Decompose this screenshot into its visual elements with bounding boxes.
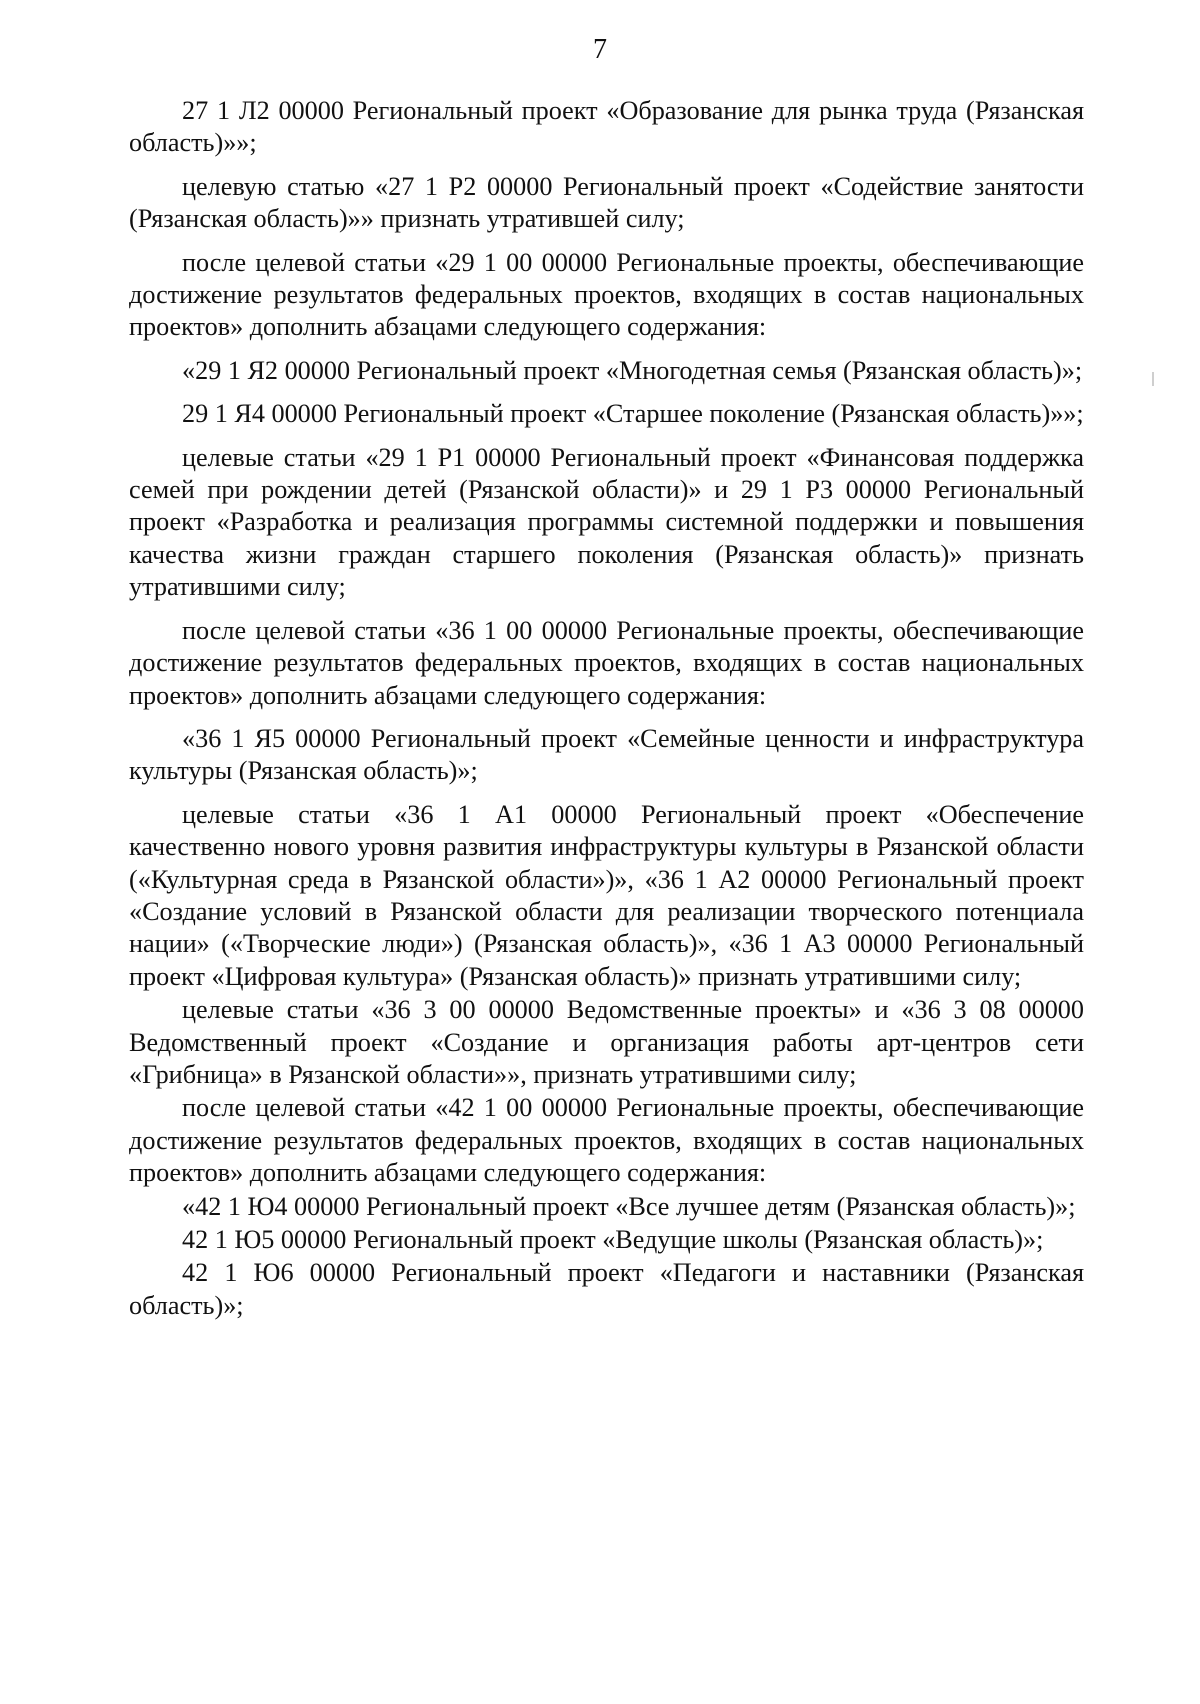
paragraph: после целевой статьи «36 1 00 00000 Региональные проекты, обеспечивающие достижение результатов федеральных проектов, входящих в состав национальных проектов» дополнить абзацами следующего содержания: bbox=[129, 615, 1084, 710]
paragraph: после целевой статьи «29 1 00 00000 Региональные проекты, обеспечивающие достижение результатов федеральных проектов, входящих в состав национальных проектов» дополнить абзацами следующего содержания: bbox=[129, 247, 1084, 342]
paragraph: 27 1 Л2 00000 Региональный проект «Образование для рынка труда (Рязанская область)»»; bbox=[129, 96, 1084, 158]
paragraph: «36 1 Я5 00000 Региональный проект «Семейные ценности и инфраструктура культуры (Рязанская область)»; bbox=[129, 723, 1084, 786]
paragraph: после целевой статьи «42 1 00 00000 Региональные проекты, обеспечивающие достижение результатов федеральных проектов, входящих в состав национальных проектов» дополнить абзацами следующего содержания: bbox=[129, 1093, 1084, 1188]
paragraph: 29 1 Я4 00000 Региональный проект «Старшее поколение (Рязанская область)»»; bbox=[182, 399, 1084, 429]
paragraph: целевые статьи «36 3 00 00000 Ведомственные проекты» и «36 3 08 00000 Ведомственный проект «Создание и организация работы арт-центров сети «Грибница» в Рязанской области»», признать утратившими силу; bbox=[129, 995, 1084, 1089]
paragraph: «29 1 Я2 00000 Региональный проект «Многодетная семья (Рязанская область)»; bbox=[182, 355, 1083, 385]
paragraph: целевые статьи «29 1 Р1 00000 Региональный проект «Финансовая поддержка семей при рождении детей (Рязанской области)» и 29 1 Р3 00000 Региональный проект «Разработка и реализация программы системной поддержки и повышения качества жизни граждан старшего поколения (Рязанская область)» признать утратившими силу; bbox=[129, 442, 1084, 602]
paragraph: целевую статью «27 1 Р2 00000 Региональный проект «Содействие занятости (Рязанская область)»» признать утратившей силу; bbox=[129, 171, 1084, 234]
paragraph: 42 1 Ю5 00000 Региональный проект «Ведущие школы (Рязанская область)»; bbox=[182, 1225, 1044, 1254]
document-body bbox=[129, 95, 1084, 1323]
paragraph: 42 1 Ю6 00000 Региональный проект «Педагоги и наставники (Рязанская область)»; bbox=[129, 1258, 1084, 1320]
scan-artifact bbox=[1152, 372, 1154, 386]
page-number: 7 bbox=[593, 34, 607, 65]
paragraph: целевые статьи «36 1 А1 00000 Региональный проект «Обеспечение качественно нового уровня развития инфраструктуры культуры в Рязанской области («Культурная среда в Рязанской области»)», «36 1 А2 00000 Региональный проект «Создание условий в Рязанской области для реализации творческого потенциала нации» («Творческие люди») (Рязанская область)», «36 1 А3 00000 Региональный проект «Цифровая культура» (Рязанская область)» признать утратившими силу; bbox=[129, 799, 1084, 991]
paragraph: «42 1 Ю4 00000 Региональный проект «Все лучшее детям (Рязанская область)»; bbox=[182, 1191, 1076, 1221]
